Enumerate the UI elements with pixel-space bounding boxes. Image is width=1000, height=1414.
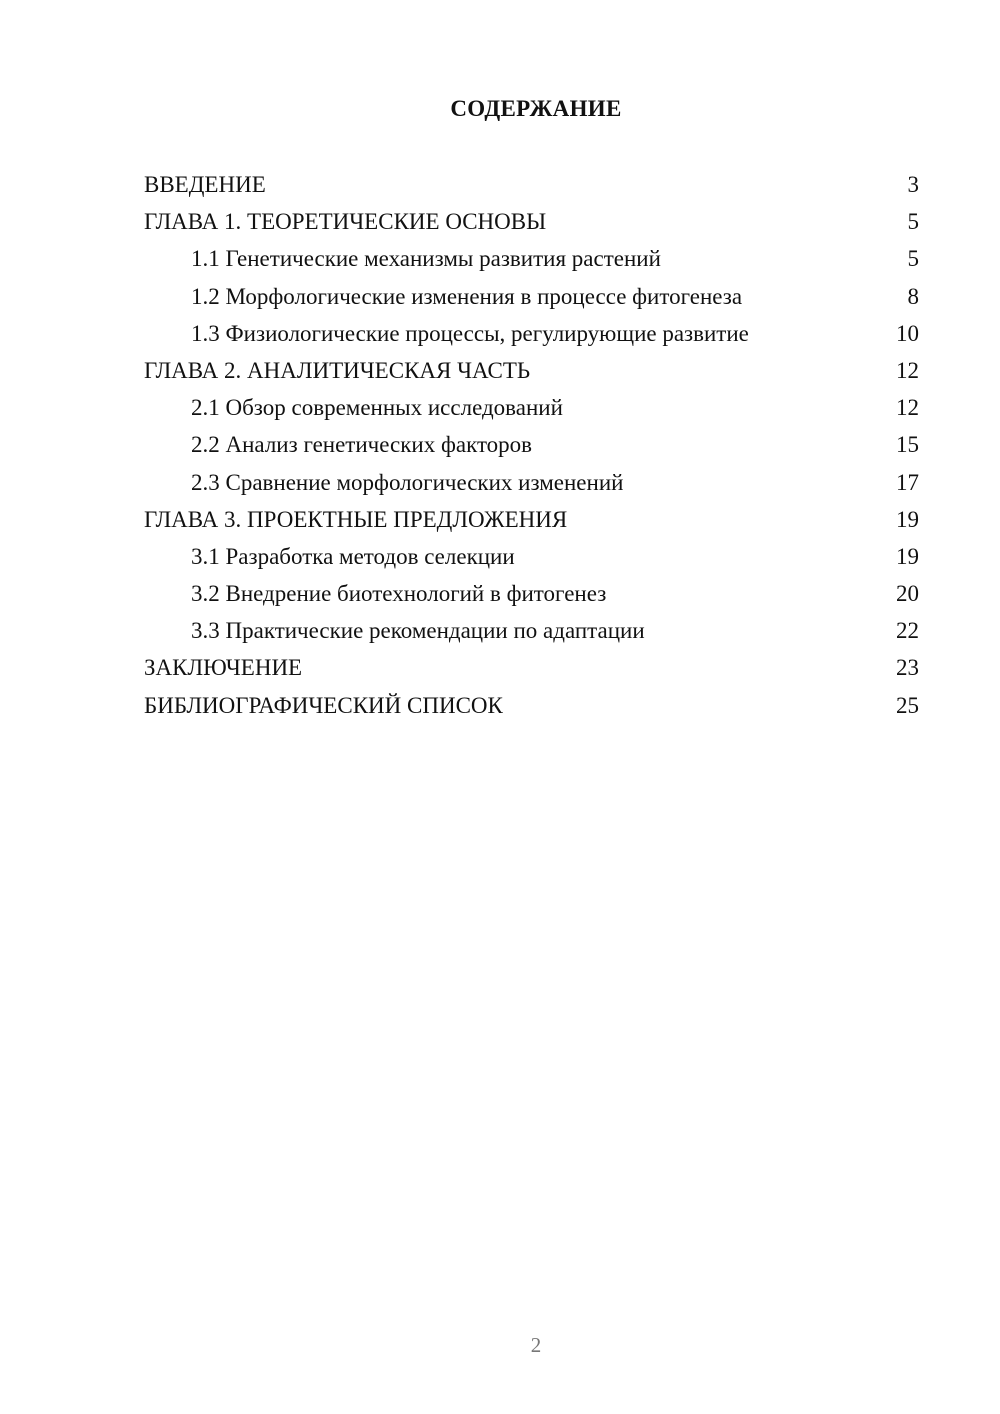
toc-entry-label: ЗАКЛЮЧЕНИЕ: [144, 655, 303, 681]
toc-entry-page: 20: [896, 581, 919, 607]
toc-entry-chapter-2[interactable]: [144, 352, 919, 389]
toc-entry-page: 12: [896, 357, 919, 383]
toc-entry-page: 15: [896, 432, 919, 458]
toc-entry-page: 19: [896, 506, 919, 532]
toc-entry-page: 22: [896, 618, 919, 644]
toc-entry-label: 1.3 Физиологические процессы, регулирующие развитие: [191, 320, 749, 346]
toc-entry-label: 2.2 Анализ генетических факторов: [191, 432, 533, 458]
toc-entry-page: 23: [896, 655, 919, 681]
page-number: 2: [530, 1333, 542, 1357]
toc-entry-page: 5: [907, 246, 919, 272]
toc-entry-section-1-1[interactable]: [144, 240, 919, 277]
toc-entry-section-1-3[interactable]: [144, 315, 919, 352]
toc-entry-page: 10: [896, 320, 919, 346]
toc-entry-page: 3: [907, 172, 919, 197]
toc-entry-label: 2.1 Обзор современных исследований: [191, 395, 563, 421]
toc-entry-label: 3.2 Внедрение биотехнологий в фитогенез: [191, 581, 607, 607]
toc-entry-label: 1.1 Генетические механизмы развития растений: [191, 246, 661, 272]
table-of-contents: [144, 166, 919, 724]
toc-entry-page: 17: [896, 469, 919, 495]
toc-entry-label: ВВЕДЕНИЕ: [144, 172, 266, 197]
toc-entry-section-1-2[interactable]: [144, 278, 919, 315]
toc-entry-label: ГЛАВА 1. ТЕОРЕТИЧЕСКИЕ ОСНОВЫ: [144, 209, 547, 235]
toc-entry-chapter-3[interactable]: [144, 501, 919, 538]
toc-entry-section-3-1[interactable]: [144, 538, 919, 575]
toc-entry-label: ГЛАВА 3. ПРОЕКТНЫЕ ПРЕДЛОЖЕНИЯ: [144, 506, 568, 532]
toc-entry-section-2-3[interactable]: [144, 464, 919, 501]
toc-entry-label: ГЛАВА 2. АНАЛИТИЧЕСКАЯ ЧАСТЬ: [144, 357, 531, 383]
toc-entry-label: 2.3 Сравнение морфологических изменений: [191, 469, 624, 495]
toc-entry-section-2-1[interactable]: [144, 389, 919, 426]
toc-entry-label: 3.3 Практические рекомендации по адаптации: [191, 618, 645, 644]
toc-entry-page: 25: [896, 692, 919, 718]
toc-entry-conclusion[interactable]: [144, 649, 919, 686]
toc-entry-introduction[interactable]: [144, 166, 919, 203]
toc-entry-page: 8: [907, 283, 919, 309]
toc-entry-page: 19: [896, 543, 919, 569]
toc-entry-chapter-1[interactable]: [144, 203, 919, 240]
toc-entry-label: 1.2 Морфологические изменения в процессе фитогенеза: [191, 283, 743, 309]
toc-title: СОДЕРЖАНИЕ: [450, 96, 622, 121]
toc-entry-label: 3.1 Разработка методов селекции: [191, 543, 515, 569]
toc-entry-page: 12: [896, 395, 919, 421]
toc-entry-section-2-2[interactable]: [144, 426, 919, 463]
toc-entry-section-3-3[interactable]: [144, 612, 919, 649]
toc-entry-label: БИБЛИОГРАФИЧЕСКИЙ СПИСОК: [144, 692, 503, 718]
toc-entry-page: 5: [907, 209, 919, 235]
toc-entry-bibliography[interactable]: [144, 687, 919, 724]
toc-entry-section-3-2[interactable]: [144, 575, 919, 612]
